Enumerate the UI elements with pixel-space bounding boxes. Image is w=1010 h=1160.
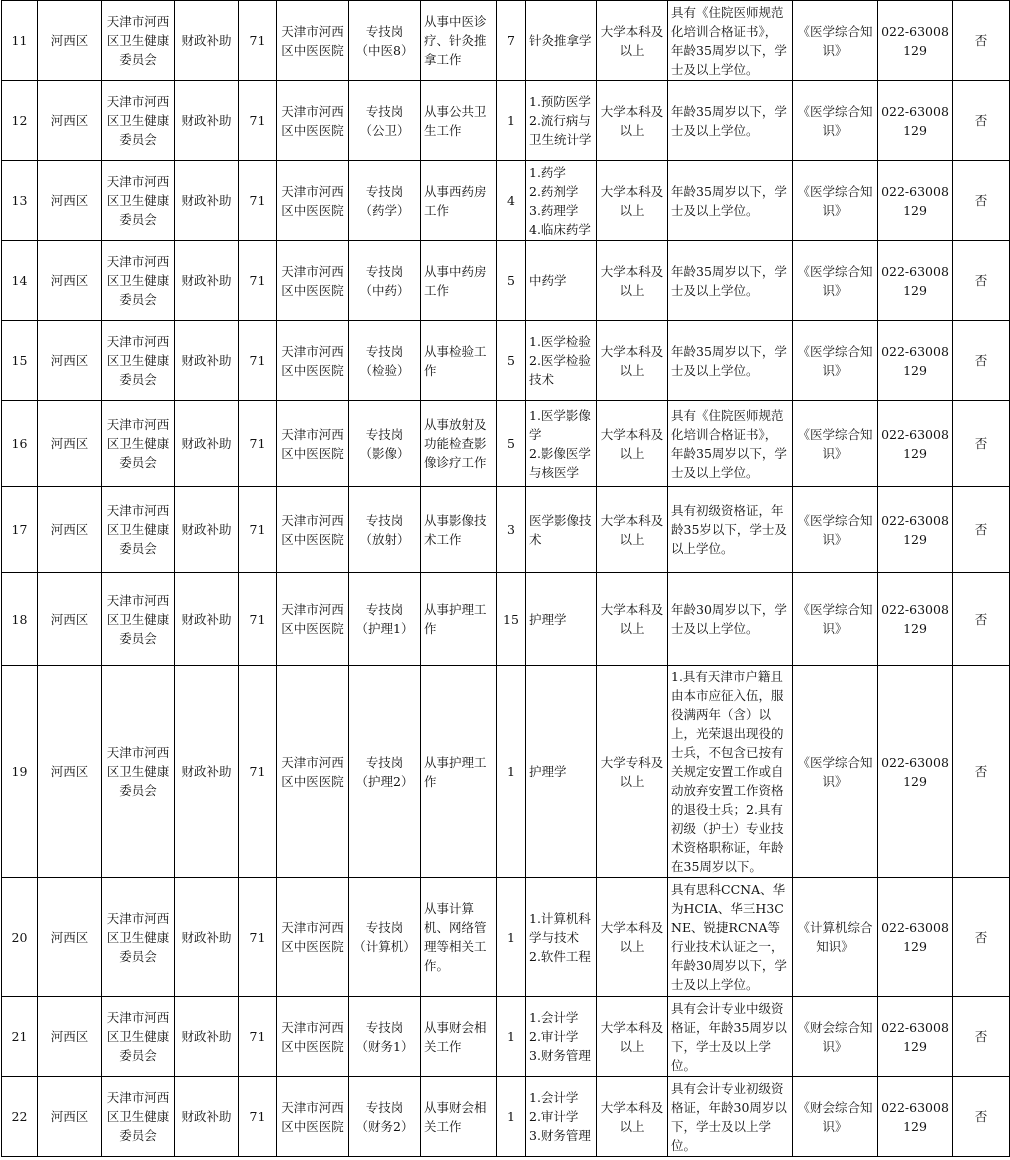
table-row [2,401,1010,487]
exam-subject-cell: 《医学综合知识》 [793,81,878,161]
position-cell: 专技岗 （中药） [349,241,421,321]
headcount-cell: 1 [497,1077,526,1157]
funding-type-cell: 财政补助 [175,81,239,161]
serial-number-cell: 14 [2,241,38,321]
department-cell: 天津市河西区卫生健康委员会 [102,401,175,487]
serial-number-cell: 12 [2,81,38,161]
phone-cell: 022-63008129 [878,666,953,878]
department-cell: 天津市河西区卫生健康委员会 [102,878,175,997]
table-row [2,487,1010,573]
code-cell: 71 [239,321,277,401]
table-row [2,997,1010,1077]
major-cell: 1.会计学 2.审计学 3.财务管理 [526,997,597,1077]
education-cell: 大学本科及以上 [597,1077,668,1157]
recruitment-table [1,0,1010,1157]
education-cell: 大学本科及以上 [597,878,668,997]
funding-type-cell: 财政补助 [175,1,239,81]
table-row [2,666,1010,878]
education-cell: 大学专科及以上 [597,666,668,878]
serial-number-cell: 17 [2,487,38,573]
department-cell: 天津市河西区卫生健康委员会 [102,1077,175,1157]
duty-cell: 从事护理工作 [421,666,497,878]
requirements-cell: 具有思科CCNA、华为HCIA、华三H3CNE、锐捷RCNA等行业技术认证之一，年龄30周岁以下，学士及以上学位。 [668,878,793,997]
serial-number-cell: 13 [2,161,38,241]
position-cell: 专技岗 （影像） [349,401,421,487]
funding-type-cell: 财政补助 [175,878,239,997]
education-cell: 大学本科及以上 [597,241,668,321]
code-cell: 71 [239,997,277,1077]
position-cell: 专技岗 （护理2） [349,666,421,878]
district-cell: 河西区 [38,573,102,666]
flag-cell: 否 [953,321,1010,401]
code-cell: 71 [239,161,277,241]
serial-number-cell: 22 [2,1077,38,1157]
headcount-cell: 4 [497,161,526,241]
phone-cell: 022-63008129 [878,1,953,81]
position-cell: 专技岗 （计算机） [349,878,421,997]
major-cell: 1.药学 2.药剂学 3.药理学 4.临床药学 [526,161,597,241]
table-row [2,878,1010,997]
district-cell: 河西区 [38,487,102,573]
phone-cell: 022-63008129 [878,401,953,487]
flag-cell: 否 [953,81,1010,161]
hiring-unit-cell: 天津市河西区中医医院 [277,241,349,321]
duty-cell: 从事财会相关工作 [421,997,497,1077]
duty-cell: 从事财会相关工作 [421,1077,497,1157]
flag-cell: 否 [953,401,1010,487]
phone-cell: 022-63008129 [878,81,953,161]
education-cell: 大学本科及以上 [597,321,668,401]
headcount-cell: 1 [497,997,526,1077]
department-cell: 天津市河西区卫生健康委员会 [102,241,175,321]
requirements-cell: 具有会计专业中级资格证，年龄35周岁以下，学士及以上学位。 [668,997,793,1077]
requirements-cell: 年龄35周岁以下，学士及以上学位。 [668,161,793,241]
district-cell: 河西区 [38,997,102,1077]
department-cell: 天津市河西区卫生健康委员会 [102,666,175,878]
major-cell: 护理学 [526,573,597,666]
education-cell: 大学本科及以上 [597,161,668,241]
district-cell: 河西区 [38,878,102,997]
duty-cell: 从事放射及功能检查影像诊疗工作 [421,401,497,487]
exam-subject-cell: 《财会综合知识》 [793,997,878,1077]
district-cell: 河西区 [38,241,102,321]
table-row [2,161,1010,241]
major-cell: 1.预防医学 2.流行病与卫生统计学 [526,81,597,161]
flag-cell: 否 [953,878,1010,997]
major-cell: 护理学 [526,666,597,878]
serial-number-cell: 20 [2,878,38,997]
phone-cell: 022-63008129 [878,997,953,1077]
headcount-cell: 5 [497,321,526,401]
district-cell: 河西区 [38,666,102,878]
requirements-cell: 具有初级资格证，年龄35岁以下，学士及以上学位。 [668,487,793,573]
hiring-unit-cell: 天津市河西区中医医院 [277,321,349,401]
table-row [2,241,1010,321]
serial-number-cell: 16 [2,401,38,487]
exam-subject-cell: 《医学综合知识》 [793,321,878,401]
district-cell: 河西区 [38,321,102,401]
education-cell: 大学本科及以上 [597,81,668,161]
headcount-cell: 1 [497,666,526,878]
exam-subject-cell: 《医学综合知识》 [793,401,878,487]
requirements-cell: 年龄30周岁以下，学士及以上学位。 [668,573,793,666]
exam-subject-cell: 《医学综合知识》 [793,573,878,666]
major-cell: 1.医学影像学 2.影像医学与核医学 [526,401,597,487]
flag-cell: 否 [953,997,1010,1077]
phone-cell: 022-63008129 [878,321,953,401]
code-cell: 71 [239,573,277,666]
serial-number-cell: 19 [2,666,38,878]
table-row [2,573,1010,666]
district-cell: 河西区 [38,161,102,241]
exam-subject-cell: 《计算机综合知识》 [793,878,878,997]
funding-type-cell: 财政补助 [175,573,239,666]
code-cell: 71 [239,401,277,487]
hiring-unit-cell: 天津市河西区中医医院 [277,573,349,666]
flag-cell: 否 [953,1077,1010,1157]
serial-number-cell: 18 [2,573,38,666]
serial-number-cell: 11 [2,1,38,81]
department-cell: 天津市河西区卫生健康委员会 [102,997,175,1077]
hiring-unit-cell: 天津市河西区中医医院 [277,666,349,878]
department-cell: 天津市河西区卫生健康委员会 [102,1,175,81]
table-row [2,81,1010,161]
major-cell: 1.医学检验 2.医学检验技术 [526,321,597,401]
district-cell: 河西区 [38,1,102,81]
code-cell: 71 [239,1077,277,1157]
education-cell: 大学本科及以上 [597,401,668,487]
duty-cell: 从事检验工作 [421,321,497,401]
headcount-cell: 1 [497,81,526,161]
code-cell: 71 [239,1,277,81]
flag-cell: 否 [953,573,1010,666]
phone-cell: 022-63008129 [878,487,953,573]
table-row [2,1077,1010,1157]
position-cell: 专技岗 （财务1） [349,997,421,1077]
funding-type-cell: 财政补助 [175,401,239,487]
phone-cell: 022-63008129 [878,573,953,666]
headcount-cell: 5 [497,401,526,487]
exam-subject-cell: 《医学综合知识》 [793,161,878,241]
district-cell: 河西区 [38,1077,102,1157]
requirements-cell: 具有《住院医师规范化培训合格证书》，年龄35周岁以下，学士及以上学位。 [668,401,793,487]
position-cell: 专技岗 （检验） [349,321,421,401]
flag-cell: 否 [953,666,1010,878]
serial-number-cell: 21 [2,997,38,1077]
exam-subject-cell: 《医学综合知识》 [793,1,878,81]
hiring-unit-cell: 天津市河西区中医医院 [277,81,349,161]
code-cell: 71 [239,81,277,161]
department-cell: 天津市河西区卫生健康委员会 [102,487,175,573]
table-row [2,321,1010,401]
duty-cell: 从事护理工作 [421,573,497,666]
position-cell: 专技岗 （药学） [349,161,421,241]
hiring-unit-cell: 天津市河西区中医医院 [277,487,349,573]
code-cell: 71 [239,666,277,878]
education-cell: 大学本科及以上 [597,487,668,573]
table-body [2,1,1010,1157]
table-row [2,1,1010,81]
district-cell: 河西区 [38,81,102,161]
headcount-cell: 5 [497,241,526,321]
requirements-cell: 具有《住院医师规范化培训合格证书》，年龄35周岁以下，学士及以上学位。 [668,1,793,81]
funding-type-cell: 财政补助 [175,161,239,241]
funding-type-cell: 财政补助 [175,997,239,1077]
hiring-unit-cell: 天津市河西区中医医院 [277,878,349,997]
headcount-cell: 1 [497,878,526,997]
hiring-unit-cell: 天津市河西区中医医院 [277,161,349,241]
code-cell: 71 [239,878,277,997]
education-cell: 大学本科及以上 [597,997,668,1077]
flag-cell: 否 [953,1,1010,81]
headcount-cell: 15 [497,573,526,666]
duty-cell: 从事影像技术工作 [421,487,497,573]
department-cell: 天津市河西区卫生健康委员会 [102,81,175,161]
headcount-cell: 3 [497,487,526,573]
requirements-cell: 年龄35周岁以下，学士及以上学位。 [668,241,793,321]
department-cell: 天津市河西区卫生健康委员会 [102,161,175,241]
funding-type-cell: 财政补助 [175,666,239,878]
funding-type-cell: 财政补助 [175,241,239,321]
flag-cell: 否 [953,487,1010,573]
phone-cell: 022-63008129 [878,878,953,997]
hiring-unit-cell: 天津市河西区中医医院 [277,1077,349,1157]
exam-subject-cell: 《医学综合知识》 [793,666,878,878]
funding-type-cell: 财政补助 [175,487,239,573]
position-cell: 专技岗 （财务2） [349,1077,421,1157]
position-cell: 专技岗 （公卫） [349,81,421,161]
funding-type-cell: 财政补助 [175,321,239,401]
major-cell: 中药学 [526,241,597,321]
major-cell: 针灸推拿学 [526,1,597,81]
exam-subject-cell: 《医学综合知识》 [793,241,878,321]
duty-cell: 从事公共卫生工作 [421,81,497,161]
major-cell: 医学影像技术 [526,487,597,573]
funding-type-cell: 财政补助 [175,1077,239,1157]
code-cell: 71 [239,241,277,321]
district-cell: 河西区 [38,401,102,487]
phone-cell: 022-63008129 [878,161,953,241]
requirements-cell: 年龄35周岁以下，学士及以上学位。 [668,81,793,161]
phone-cell: 022-63008129 [878,241,953,321]
exam-subject-cell: 《医学综合知识》 [793,487,878,573]
hiring-unit-cell: 天津市河西区中医医院 [277,401,349,487]
duty-cell: 从事中医诊疗、针灸推拿工作 [421,1,497,81]
position-cell: 专技岗 （中医8） [349,1,421,81]
duty-cell: 从事西药房工作 [421,161,497,241]
flag-cell: 否 [953,241,1010,321]
serial-number-cell: 15 [2,321,38,401]
hiring-unit-cell: 天津市河西区中医医院 [277,997,349,1077]
major-cell: 1.计算机科学与技术 2.软件工程 [526,878,597,997]
flag-cell: 否 [953,161,1010,241]
position-cell: 专技岗 （放射） [349,487,421,573]
department-cell: 天津市河西区卫生健康委员会 [102,573,175,666]
headcount-cell: 7 [497,1,526,81]
department-cell: 天津市河西区卫生健康委员会 [102,321,175,401]
education-cell: 大学本科及以上 [597,573,668,666]
duty-cell: 从事中药房工作 [421,241,497,321]
phone-cell: 022-63008129 [878,1077,953,1157]
education-cell: 大学本科及以上 [597,1,668,81]
major-cell: 1.会计学 2.审计学 3.财务管理 [526,1077,597,1157]
hiring-unit-cell: 天津市河西区中医医院 [277,1,349,81]
requirements-cell: 具有会计专业初级资格证，年龄30周岁以下，学士及以上学位。 [668,1077,793,1157]
requirements-cell: 年龄35周岁以下，学士及以上学位。 [668,321,793,401]
position-cell: 专技岗 （护理1） [349,573,421,666]
exam-subject-cell: 《财会综合知识》 [793,1077,878,1157]
duty-cell: 从事计算机、网络管理等相关工作。 [421,878,497,997]
code-cell: 71 [239,487,277,573]
requirements-cell: 1.具有天津市户籍且由本市应征入伍，服役满两年（含）以上，光荣退出现役的士兵，不包含已按有关规定安置工作或自动放弃安置工作资格的退役士兵；2.具有初级（护士）专业技术资格职称证，年龄在35周岁以下。 [668,666,793,878]
